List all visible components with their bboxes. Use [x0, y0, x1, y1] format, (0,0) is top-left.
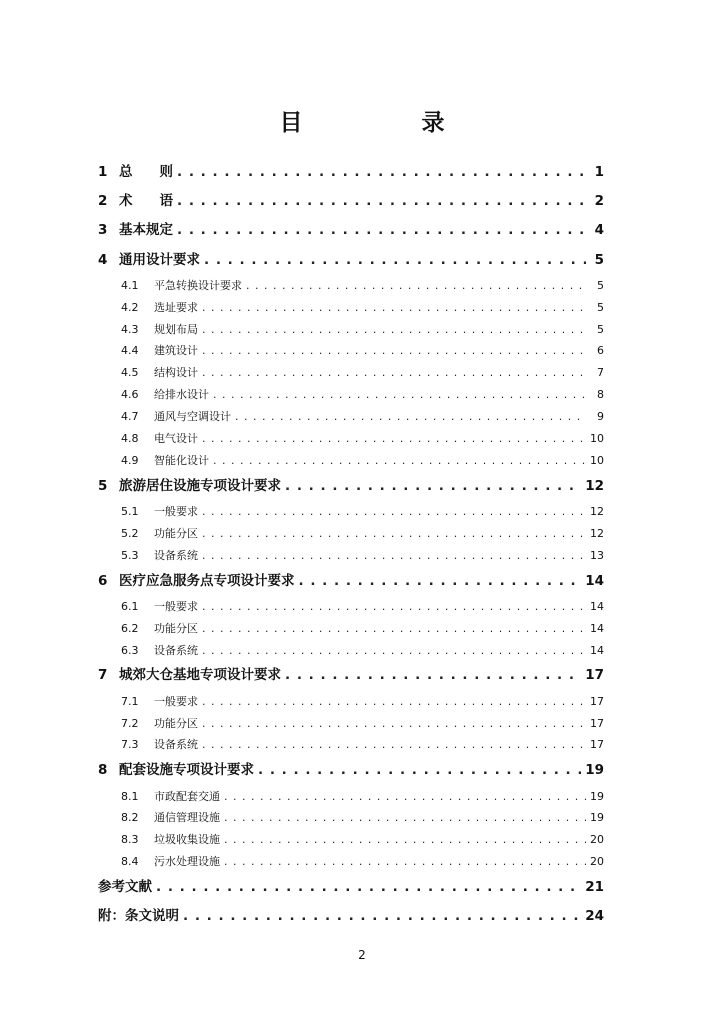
toc-entry-label: 功能分区 — [154, 621, 198, 635]
toc-entry-page: 10 — [590, 453, 604, 467]
toc-entry-number: 7.3 — [121, 738, 139, 752]
toc-entry-page: 10 — [590, 431, 604, 445]
toc-entry-number: 8.2 — [121, 811, 139, 825]
toc-entry-number: 8.3 — [121, 833, 139, 847]
toc-title: 目 录 — [279, 110, 493, 136]
toc-entry-number: 6.1 — [121, 599, 139, 613]
toc-dot-leader — [202, 596, 586, 618]
toc-entry-label: 通用设计要求 — [119, 251, 200, 268]
toc-entry-number: 4 — [98, 251, 108, 268]
toc-entry-number: 6.3 — [121, 643, 139, 657]
toc-entry-number: 2 — [98, 193, 108, 210]
toc-entry-label: 设备系统 — [154, 548, 198, 562]
toc-entry-number: 6 — [98, 572, 108, 589]
toc-entry-number: 7 — [98, 667, 108, 684]
toc-entry-number: 4.3 — [121, 322, 139, 336]
toc-section-entry[interactable] — [98, 545, 604, 567]
toc-entry-page: 24 — [585, 908, 604, 925]
toc-entry-label: 选址要求 — [154, 300, 198, 314]
toc-entry-number: 7.2 — [121, 716, 139, 730]
toc-section-entry[interactable] — [98, 640, 604, 662]
toc-entry-page: 12 — [590, 504, 604, 518]
toc-entry-label: 配套设施专项设计要求 — [119, 762, 254, 779]
toc-dot-leader — [285, 661, 581, 690]
toc-entry-number: 4.5 — [121, 366, 139, 380]
toc-entry-number: 5 — [98, 477, 108, 494]
toc-dot-leader — [202, 297, 586, 319]
toc-dot-leader — [224, 829, 586, 851]
toc-entry-page: 5 — [597, 278, 604, 292]
toc-entry-label: 通信管理设施 — [154, 811, 220, 825]
toc-dot-leader — [177, 158, 586, 187]
toc-entry-label: 医疗应急服务点专项设计要求 — [119, 572, 295, 589]
toc-entry-page: 8 — [597, 388, 604, 402]
toc-section-entry[interactable] — [98, 450, 604, 472]
toc-dot-leader — [202, 640, 586, 662]
toc-dot-leader — [183, 902, 581, 931]
toc-entry-page: 17 — [590, 738, 604, 752]
toc-chapter-entry[interactable] — [98, 246, 604, 275]
toc-section-entry[interactable] — [98, 807, 604, 829]
toc-section-entry[interactable] — [98, 406, 604, 428]
toc-entry-page: 19 — [590, 789, 604, 803]
toc-entry-page: 14 — [590, 599, 604, 613]
toc-dot-leader — [213, 384, 586, 406]
toc-entry-label: 一般要求 — [154, 504, 198, 518]
toc-section-entry[interactable] — [98, 384, 604, 406]
toc-entry-page: 14 — [590, 643, 604, 657]
toc-entry-label: 市政配套交通 — [154, 789, 220, 803]
toc-chapter-entry[interactable] — [98, 567, 604, 596]
toc-entry-page: 6 — [597, 344, 604, 358]
toc-entry-label: 污水处理设施 — [154, 855, 220, 869]
toc-entry-number: 4.9 — [121, 453, 139, 467]
toc-entry-number: 4.2 — [121, 300, 139, 314]
toc-section-entry[interactable] — [98, 297, 604, 319]
table-of-contents — [98, 158, 604, 931]
toc-entry-page: 19 — [585, 762, 604, 779]
toc-dot-leader — [213, 450, 586, 472]
toc-entry-label: 结构设计 — [154, 366, 198, 380]
toc-dot-leader — [202, 523, 586, 545]
toc-entry-number: 4.4 — [121, 344, 139, 358]
toc-entry-page: 13 — [590, 548, 604, 562]
toc-entry-label: 设备系统 — [154, 738, 198, 752]
toc-chapter-entry[interactable] — [98, 187, 604, 216]
toc-entry-number: 7.1 — [121, 694, 139, 708]
toc-section-entry[interactable] — [98, 829, 604, 851]
toc-dot-leader — [202, 545, 586, 567]
toc-entry-number: 8.4 — [121, 855, 139, 869]
toc-entry-page: 12 — [590, 526, 604, 540]
toc-entry-page: 20 — [590, 833, 604, 847]
toc-dot-leader — [246, 275, 586, 297]
toc-entry-page: 17 — [585, 667, 604, 684]
toc-entry-number: 4.7 — [121, 410, 139, 424]
toc-dot-leader — [224, 786, 586, 808]
toc-dot-leader — [177, 216, 586, 245]
toc-section-entry[interactable] — [98, 851, 604, 873]
toc-entry-page: 12 — [585, 477, 604, 494]
toc-section-entry[interactable] — [98, 275, 604, 297]
toc-section-entry[interactable] — [98, 428, 604, 450]
toc-entry-label: 功能分区 — [154, 526, 198, 540]
toc-entry-label: 城郊大仓基地专项设计要求 — [119, 667, 281, 684]
toc-entry-label: 电气设计 — [154, 431, 198, 445]
toc-dot-leader — [224, 851, 586, 873]
toc-section-entry[interactable] — [98, 596, 604, 618]
toc-dot-leader — [202, 319, 586, 341]
toc-entry-number: 6.2 — [121, 621, 139, 635]
toc-section-entry[interactable] — [98, 734, 604, 756]
toc-entry-page: 14 — [590, 621, 604, 635]
toc-dot-leader — [204, 246, 586, 275]
toc-entry-label: 附：条文说明 — [98, 908, 179, 925]
toc-dot-leader — [177, 187, 586, 216]
toc-chapter-entry[interactable] — [98, 661, 604, 690]
toc-section-entry[interactable] — [98, 713, 604, 735]
toc-dot-leader — [285, 472, 581, 501]
toc-entry-label: 基本规定 — [119, 222, 173, 239]
toc-entry-page: 5 — [594, 251, 604, 268]
toc-chapter-entry[interactable] — [98, 756, 604, 785]
toc-entry-number: 3 — [98, 222, 108, 239]
toc-entry-number: 1 — [98, 164, 108, 180]
toc-dot-leader — [156, 873, 581, 902]
toc-entry-page: 20 — [590, 855, 604, 869]
toc-entry-label: 智能化设计 — [154, 453, 209, 467]
toc-entry-number: 4.1 — [121, 278, 139, 292]
toc-dot-leader — [202, 618, 586, 640]
toc-entry-page: 5 — [597, 322, 604, 336]
toc-entry-page: 17 — [590, 716, 604, 730]
toc-section-entry[interactable] — [98, 618, 604, 640]
page-number: 2 — [358, 948, 366, 962]
toc-entry-page: 1 — [594, 164, 604, 180]
toc-dot-leader — [224, 807, 586, 829]
toc-entry-label: 旅游居住设施专项设计要求 — [119, 477, 281, 494]
toc-entry-page: 2 — [594, 193, 604, 210]
toc-entry-label: 参考文献 — [98, 879, 152, 896]
toc-dot-leader — [258, 756, 581, 785]
toc-section-entry[interactable] — [98, 523, 604, 545]
toc-entry-label: 规划布局 — [154, 322, 198, 336]
toc-entry-number: 5.1 — [121, 504, 139, 518]
toc-section-entry[interactable] — [98, 786, 604, 808]
toc-entry-label: 设备系统 — [154, 643, 198, 657]
toc-dot-leader — [202, 734, 586, 756]
toc-chapter-entry[interactable] — [98, 873, 604, 902]
toc-entry-page: 4 — [594, 222, 604, 239]
toc-dot-leader — [299, 567, 582, 596]
toc-entry-label: 功能分区 — [154, 716, 198, 730]
toc-chapter-entry[interactable] — [98, 216, 604, 245]
toc-dot-leader — [202, 340, 586, 362]
toc-entry-page: 17 — [590, 694, 604, 708]
toc-entry-number: 4.8 — [121, 431, 139, 445]
toc-dot-leader — [202, 501, 586, 523]
toc-entry-number: 8.1 — [121, 789, 139, 803]
toc-entry-number: 5.3 — [121, 548, 139, 562]
toc-entry-label: 平急转换设计要求 — [154, 278, 242, 292]
toc-entry-page: 21 — [585, 879, 604, 896]
toc-entry-label: 术 语 — [119, 193, 173, 210]
toc-dot-leader — [235, 406, 586, 428]
toc-entry-page: 9 — [597, 410, 604, 424]
toc-entry-label: 总 则 — [119, 164, 173, 180]
toc-entry-page: 5 — [597, 300, 604, 314]
toc-entry-number: 4.6 — [121, 388, 139, 402]
toc-entry-number: 5.2 — [121, 526, 139, 540]
toc-entry-page: 14 — [585, 572, 604, 589]
toc-entry-label: 一般要求 — [154, 599, 198, 613]
toc-section-entry[interactable] — [98, 319, 604, 341]
toc-chapter-entry[interactable] — [98, 902, 604, 931]
toc-entry-label: 通风与空调设计 — [154, 410, 231, 424]
toc-section-entry[interactable] — [98, 501, 604, 523]
toc-dot-leader — [202, 713, 586, 735]
toc-chapter-entry[interactable] — [98, 158, 604, 187]
toc-entry-label: 一般要求 — [154, 694, 198, 708]
toc-entry-label: 给排水设计 — [154, 388, 209, 402]
toc-chapter-entry[interactable] — [98, 472, 604, 501]
toc-dot-leader — [202, 362, 586, 384]
toc-section-entry[interactable] — [98, 691, 604, 713]
toc-entry-number: 8 — [98, 762, 108, 779]
toc-entry-label: 建筑设计 — [154, 344, 198, 358]
toc-entry-page: 19 — [590, 811, 604, 825]
toc-dot-leader — [202, 428, 586, 450]
toc-entry-label: 垃圾收集设施 — [154, 833, 220, 847]
toc-dot-leader — [202, 691, 586, 713]
toc-section-entry[interactable] — [98, 340, 604, 362]
toc-entry-page: 7 — [597, 366, 604, 380]
toc-section-entry[interactable] — [98, 362, 604, 384]
